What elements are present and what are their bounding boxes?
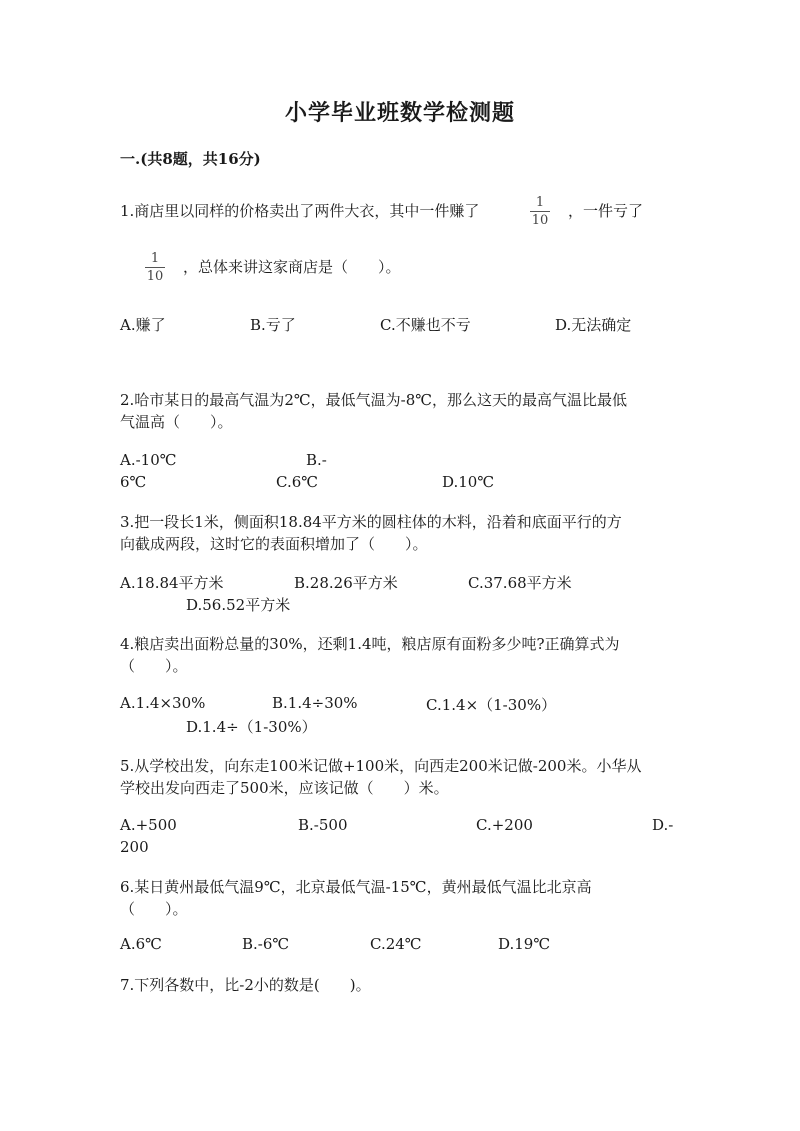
q4-line-2: （ ）。	[120, 657, 188, 675]
q1-option-b[interactable]: B.亏了	[250, 316, 296, 334]
q5-option-a[interactable]: A.+500	[120, 816, 177, 834]
q5-line-1: 5.从学校出发，向东走100米记做+100米，向西走200米记做-200米。小华从	[120, 757, 642, 775]
q6-option-b[interactable]: B.-6℃	[242, 935, 290, 953]
q4-option-d[interactable]: D.1.4÷（1-30%）	[186, 718, 317, 736]
q5-option-d-part-1[interactable]: D.-	[652, 816, 674, 834]
q6-option-c[interactable]: C.24℃	[370, 935, 422, 953]
q1-fraction-1	[530, 195, 550, 228]
page-title: 小学毕业班数学检测题	[284, 100, 515, 126]
q5-option-d-part-2[interactable]: 200	[120, 838, 149, 856]
q3-line-1: 3.把一段长1米，侧面积18.84平方米的圆柱体的木料，沿着和底面平行的方	[120, 513, 622, 531]
q1-option-a[interactable]: A.赚了	[120, 316, 166, 334]
section-heading: 一.(共8题，共16分)	[120, 150, 261, 168]
q2-option-a[interactable]: A.-10℃	[120, 451, 177, 469]
q2-option-b-part-1[interactable]: B.-	[306, 451, 327, 469]
q4-option-c[interactable]: C.1.4×（1-30%）	[426, 696, 557, 714]
q3-option-a[interactable]: A.18.84平方米	[120, 574, 224, 592]
q4-option-b[interactable]: B.1.4÷30%	[272, 694, 358, 712]
q1-fraction-2-numerator: 1	[150, 251, 160, 266]
q2-option-d[interactable]: D.10℃	[442, 473, 495, 491]
fraction-bar	[145, 267, 165, 268]
q3-option-b[interactable]: B.28.26平方米	[294, 574, 398, 592]
q4-line-1: 4.粮店卖出面粉总量的30%，还剩1.4吨，粮店原有面粉多少吨?正确算式为	[120, 635, 620, 653]
q1-fraction-2	[145, 251, 165, 284]
q3-option-c[interactable]: C.37.68平方米	[468, 574, 572, 592]
q1-fraction-1-denominator: 10	[531, 213, 549, 228]
q2-line-2: 气温高（ ）。	[120, 413, 233, 431]
q3-line-2: 向截成两段，这时它的表面积增加了（ ）。	[120, 535, 428, 553]
q6-option-a[interactable]: A.6℃	[120, 935, 162, 953]
q1-text-c: ，总体来讲这家商店是（ ）。	[183, 258, 401, 276]
q1-text-a: 1.商店里以同样的价格卖出了两件大衣，其中一件赚了	[120, 202, 480, 220]
q1-option-d[interactable]: D.无法确定	[555, 316, 632, 334]
q5-option-c[interactable]: C.+200	[476, 816, 533, 834]
q2-line-1: 2.哈市某日的最高气温为2℃，最低气温为-8℃，那么这天的最高气温比最低	[120, 391, 628, 409]
q1-option-c[interactable]: C.不赚也不亏	[380, 316, 471, 334]
q7-line-1: 7.下列各数中，比-2小的数是( )。	[120, 976, 371, 994]
fraction-bar	[530, 211, 550, 212]
q6-line-1: 6.某日黄州最低气温9℃，北京最低气温-15℃，黄州最低气温比北京高	[120, 878, 592, 896]
q1-text-b: ，一件亏了	[568, 202, 644, 220]
q1-fraction-1-numerator: 1	[535, 195, 545, 210]
q5-option-b[interactable]: B.-500	[298, 816, 348, 834]
q6-line-2: （ ）。	[120, 900, 188, 918]
q2-option-b-part-2[interactable]: 6℃	[120, 473, 147, 491]
q1-fraction-2-denominator: 10	[146, 269, 164, 284]
q2-option-c[interactable]: C.6℃	[276, 473, 319, 491]
q5-line-2: 学校出发向西走了500米，应该记做（ ）米。	[120, 779, 449, 797]
q4-option-a[interactable]: A.1.4×30%	[120, 694, 206, 712]
q3-option-d[interactable]: D.56.52平方米	[186, 596, 291, 614]
q6-option-d[interactable]: D.19℃	[498, 935, 551, 953]
